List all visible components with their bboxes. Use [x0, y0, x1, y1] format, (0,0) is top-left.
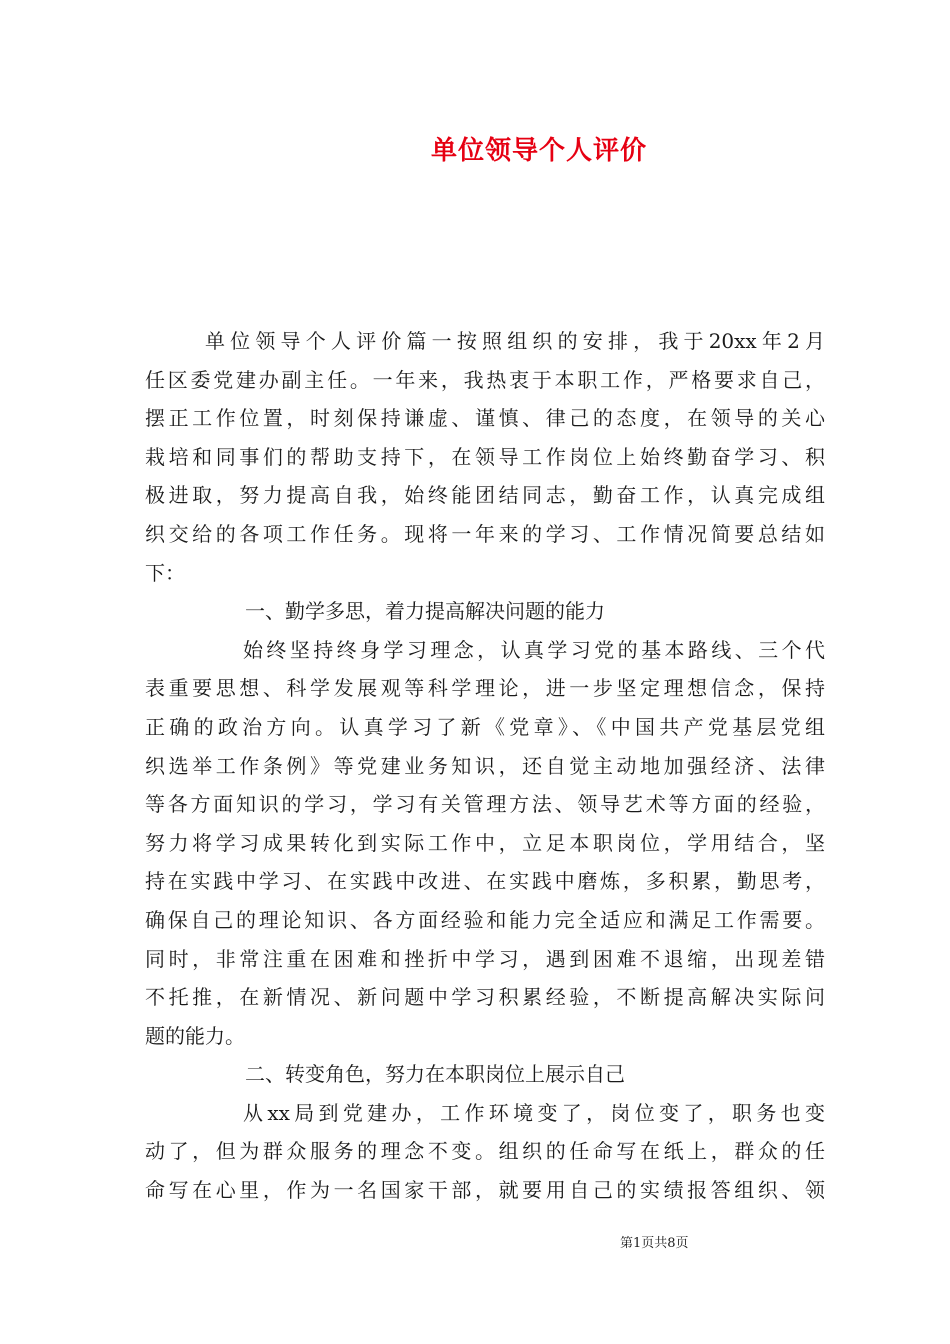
body-line: 从xx局到党建办，工作环境变了，岗位变了，职务也变: [243, 1100, 825, 1125]
document-title: 单位领导个人评价: [430, 136, 647, 166]
page-number: 第1页共8页: [620, 1236, 689, 1251]
body-line: 任区委党建办副主任。一年来，我热衷于本职工作，严格要求自己，: [145, 367, 825, 392]
body-line: 题的能力。: [145, 1023, 245, 1048]
body-line: 摆正工作位置，时刻保持谦虚、谨慎、律己的态度，在领导的关心: [145, 406, 825, 431]
body-line: 表重要思想、科学发展观等科学理论，进一步坚定理想信念，保持: [145, 676, 825, 701]
body-line: 栽培和同事们的帮助支持下，在领导工作岗位上始终勤奋学习、积: [145, 444, 825, 469]
body-line: 正确的政治方向。认真学习了新《党章》、《中国共产党基层党组: [145, 714, 825, 739]
document-body: [145, 322, 825, 1210]
body-line: 织交给的各项工作任务。现将一年来的学习、工作情况简要总结如: [145, 521, 825, 546]
body-line: 等各方面知识的学习，学习有关管理方法、领导艺术等方面的经验，: [145, 792, 825, 817]
body-line: 动了，但为群众服务的理念不变。组织的任命写在纸上，群众的任: [145, 1139, 825, 1164]
body-line: 单位领导个人评价篇一按照组织的安排，我于20xx年2月: [205, 329, 825, 353]
body-line: 持在实践中学习、在实践中改进、在实践中磨炼，多积累，勤思考，: [145, 869, 825, 894]
body-line: 确保自己的理论知识、各方面经验和能力完全适应和满足工作需要。: [145, 907, 825, 932]
body-line: 努力将学习成果转化到实际工作中，立足本职岗位，学用结合，坚: [145, 830, 825, 855]
body-line: 不托推，在新情况、新问题中学习积累经验，不断提高解决实际问: [145, 985, 825, 1010]
body-line: 织选举工作条例》等党建业务知识，还自觉主动地加强经济、法律: [145, 753, 825, 778]
body-line: 始终坚持终身学习理念，认真学习党的基本路线、三个代: [243, 637, 825, 662]
body-line: 下：: [145, 560, 185, 585]
body-line: 极进取，努力提高自我，始终能团结同志，勤奋工作，认真完成组: [145, 483, 825, 508]
body-line: 同时，非常注重在困难和挫折中学习，遇到困难不退缩，出现差错: [145, 946, 825, 971]
body-line: 命写在心里，作为一名国家干部，就要用自己的实绩报答组织、领: [145, 1178, 825, 1203]
section-heading: 一、勤学多思，着力提高解决问题的能力: [245, 599, 605, 624]
section-heading: 二、转变角色，努力在本职岗位上展示自己: [245, 1062, 625, 1087]
